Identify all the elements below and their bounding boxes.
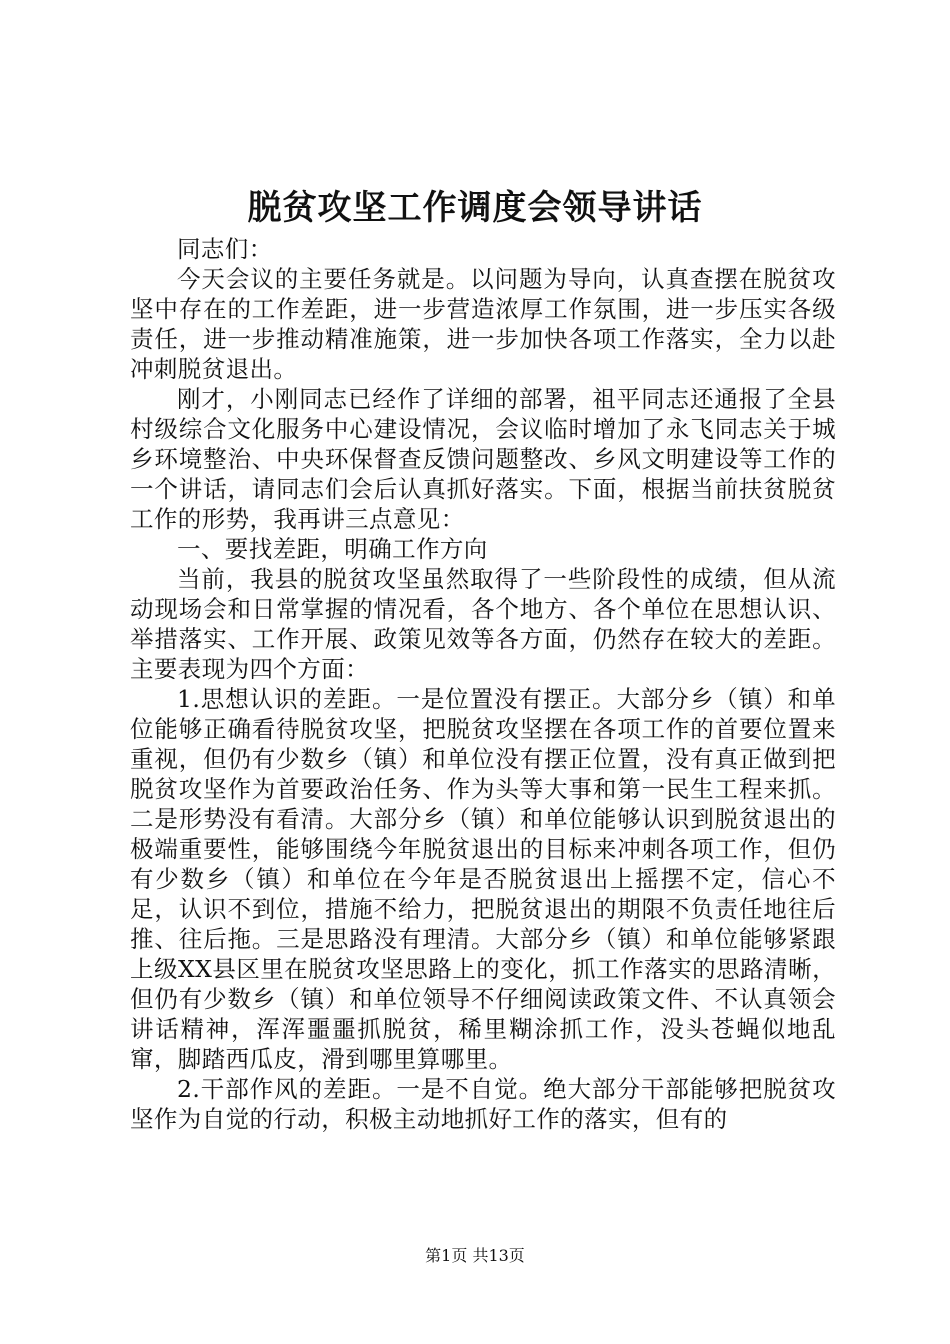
section-heading: 一、要找差距，明确工作方向: [177, 535, 488, 563]
current-situation-paragraph: 当前，我县的脱贫攻坚虽然取得了一些阶段性的成绩，但从流动现场会和日常掌握的情况看，各个地方、各个单位在思想认识、举措落实、工作开展、政策见效等各方面，仍然存在较大的差距。主要表现为四个方面：: [130, 565, 836, 683]
salutation-paragraph: 同志们：: [177, 235, 273, 263]
document-body: [130, 234, 836, 1134]
ideological-gap-paragraph: 1.思想认识的差距。一是位置没有摆正。大部分乡（镇）和单位能够正确看待脱贫攻坚，把脱贫攻坚摆在各项工作的首要位置来重视，但仍有少数乡（镇）和单位没有摆正位置，没有真正做到把脱贫攻坚作为首要政治任务、作为头等大事和第一民生工程来抓。二是形势没有看清。大部分乡（镇）和单位能够认识到脱贫退出的极端重要性，能够围绕今年脱贫退出的目标来冲刺各项工作，但仍有少数乡（镇）和单位在今年是否脱贫退出上摇摆不定，信心不足，认识不到位，措施不给力，把脱贫退出的期限不负责任地往后推、往后拖。三是思路没有理清。大部分乡（镇）和单位能够紧跟上级XX县区里在脱贫攻坚思路上的变化，抓工作落实的思路清晰，但仍有少数乡（镇）和单位领导不仔细阅读政策文件、不认真领会讲话精神，浑浑噩噩抓脱贫，稀里糊涂抓工作，没头苍蝇似地乱窜，脚踏西瓜皮，滑到哪里算哪里。: [130, 685, 836, 1073]
cadre-style-gap-paragraph: 2.干部作风的差距。一是不自觉。绝大部分干部能够把脱贫攻坚作为自觉的行动，积极主动地抓好工作的落实，但有的: [130, 1075, 836, 1133]
meeting-purpose-paragraph: 今天会议的主要任务就是。以问题为导向，认真查摆在脱贫攻坚中存在的工作差距，进一步营造浓厚工作氛围，进一步压实各级责任，进一步推动精准施策，进一步加快各项工作落实，全力以赴冲刺脱贫退出。: [130, 265, 836, 383]
opening-remarks-paragraph: 刚才，小刚同志已经作了详细的部署，祖平同志还通报了全县村级综合文化服务中心建设情况，会议临时增加了永飞同志关于城乡环境整治、中央环保督查反馈问题整改、乡风文明建设等工作的一个讲话，请同志们会后认真抓好落实。下面，根据当前扶贫脱贫工作的形势，我再讲三点意见：: [130, 385, 836, 533]
document-title: 脱贫攻坚工作调度会领导讲话: [247, 188, 703, 228]
page-number-footer: 第1页 共13页: [425, 1246, 525, 1265]
